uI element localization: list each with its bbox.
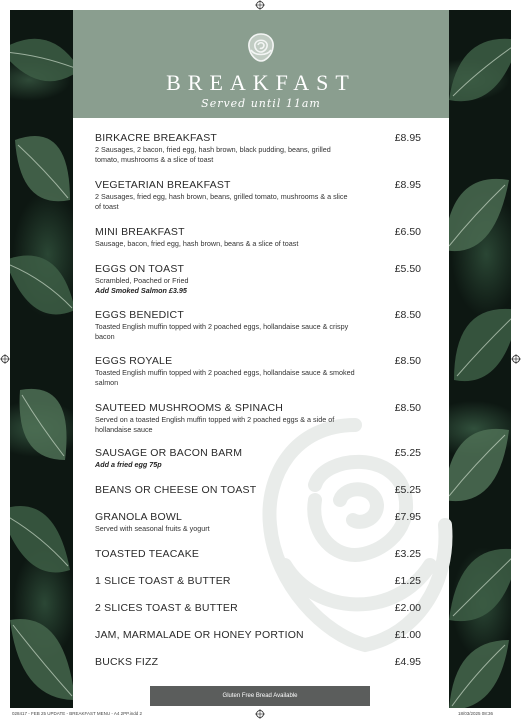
item-name: MINI BREAKFAST [95,226,185,238]
registration-mark-icon [255,709,265,719]
item-name: TOASTED TEACAKE [95,548,200,560]
item-price: £5.25 [394,447,421,459]
leaf-decoration-left [10,10,73,708]
item-name: EGGS BENEDICT [95,309,184,321]
registration-mark-icon [255,0,265,10]
print-date: 18/03/2025 08:36 [458,711,494,716]
item-price: £7.95 [394,511,421,523]
item-description: 2 Sausages, 2 bacon, fried egg, hash brown, black pudding, beans, grilled tomato, mushrooms & a slice of toast [95,145,331,164]
item-name: EGGS ROYALE [95,355,173,367]
item-price: £8.95 [394,132,421,144]
item-addon: Add a fried egg 75p [95,460,162,469]
item-name: BIRKACRE BREAKFAST [95,132,218,144]
rose-watermark-icon [255,405,455,665]
item-description: 2 Sausages, fried egg, hash brown, beans, grilled tomato, mushrooms & a slice of toast [95,192,348,211]
item-name: EGGS ON TOAST [95,263,185,275]
item-price: £5.25 [394,484,421,496]
item-price: £1.00 [394,629,421,641]
item-price: £4.95 [394,656,421,668]
item-name: 2 SLICES TOAST & BUTTER [95,602,238,614]
registration-mark-icon [0,354,10,364]
item-name: BUCKS FIZZ [95,656,159,668]
page-title: BREAKFAST [166,70,356,95]
item-description: Toasted English muffin topped with 2 poached eggs, hollandaise sauce & crispy bacon [95,322,349,341]
leaf-decoration-right [449,10,511,708]
item-description: Sausage, bacon, fried egg, hash brown, beans & a slice of toast [95,239,299,248]
item-description: Scrambled, Poached or Fried [95,276,189,285]
item-name: VEGETARIAN BREAKFAST [95,179,231,191]
item-addon: Add Smoked Salmon £3.95 [95,286,187,295]
item-price: £8.50 [394,355,421,367]
page-subtitle: Served until 11am [201,97,321,110]
item-price: £6.50 [394,226,421,238]
rose-logo-icon [243,30,279,66]
item-description: Toasted English muffin topped with 2 poached eggs, hollandaise sauce & smoked salmon [95,368,355,387]
item-name: SAUTEED MUSHROOMS & SPINACH [95,402,284,414]
item-price: £2.00 [394,602,421,614]
registration-mark-icon [511,354,521,364]
gluten-free-notice [150,686,370,706]
item-name: SAUSAGE OR BACON BARM [95,447,243,459]
item-price: £8.95 [394,179,421,191]
item-price: £3.25 [394,548,421,560]
item-name: BEANS OR CHEESE ON TOAST [95,484,257,496]
menu-header [73,10,449,118]
item-price: £1.25 [394,575,421,587]
item-name: GRANOLA BOWL [95,511,183,523]
item-description: Served with seasonal fruits & yogurt [95,524,210,533]
item-name: JAM, MARMALADE OR HONEY PORTION [95,629,304,641]
item-price: £5.50 [394,263,421,275]
item-price: £8.50 [394,309,421,321]
gluten-free-text: Gluten Free Bread Available [222,693,298,699]
print-slug: 028417 - FEB 25 UPDATE - BREAKFAST MENU - A4 2PP.indd 2 [12,711,143,716]
item-price: £8.50 [394,402,421,414]
item-description: Served on a toasted English muffin topped with 2 poached eggs & a side of hollandaise sauce [95,415,335,434]
item-name: 1 SLICE TOAST & BUTTER [95,575,231,587]
